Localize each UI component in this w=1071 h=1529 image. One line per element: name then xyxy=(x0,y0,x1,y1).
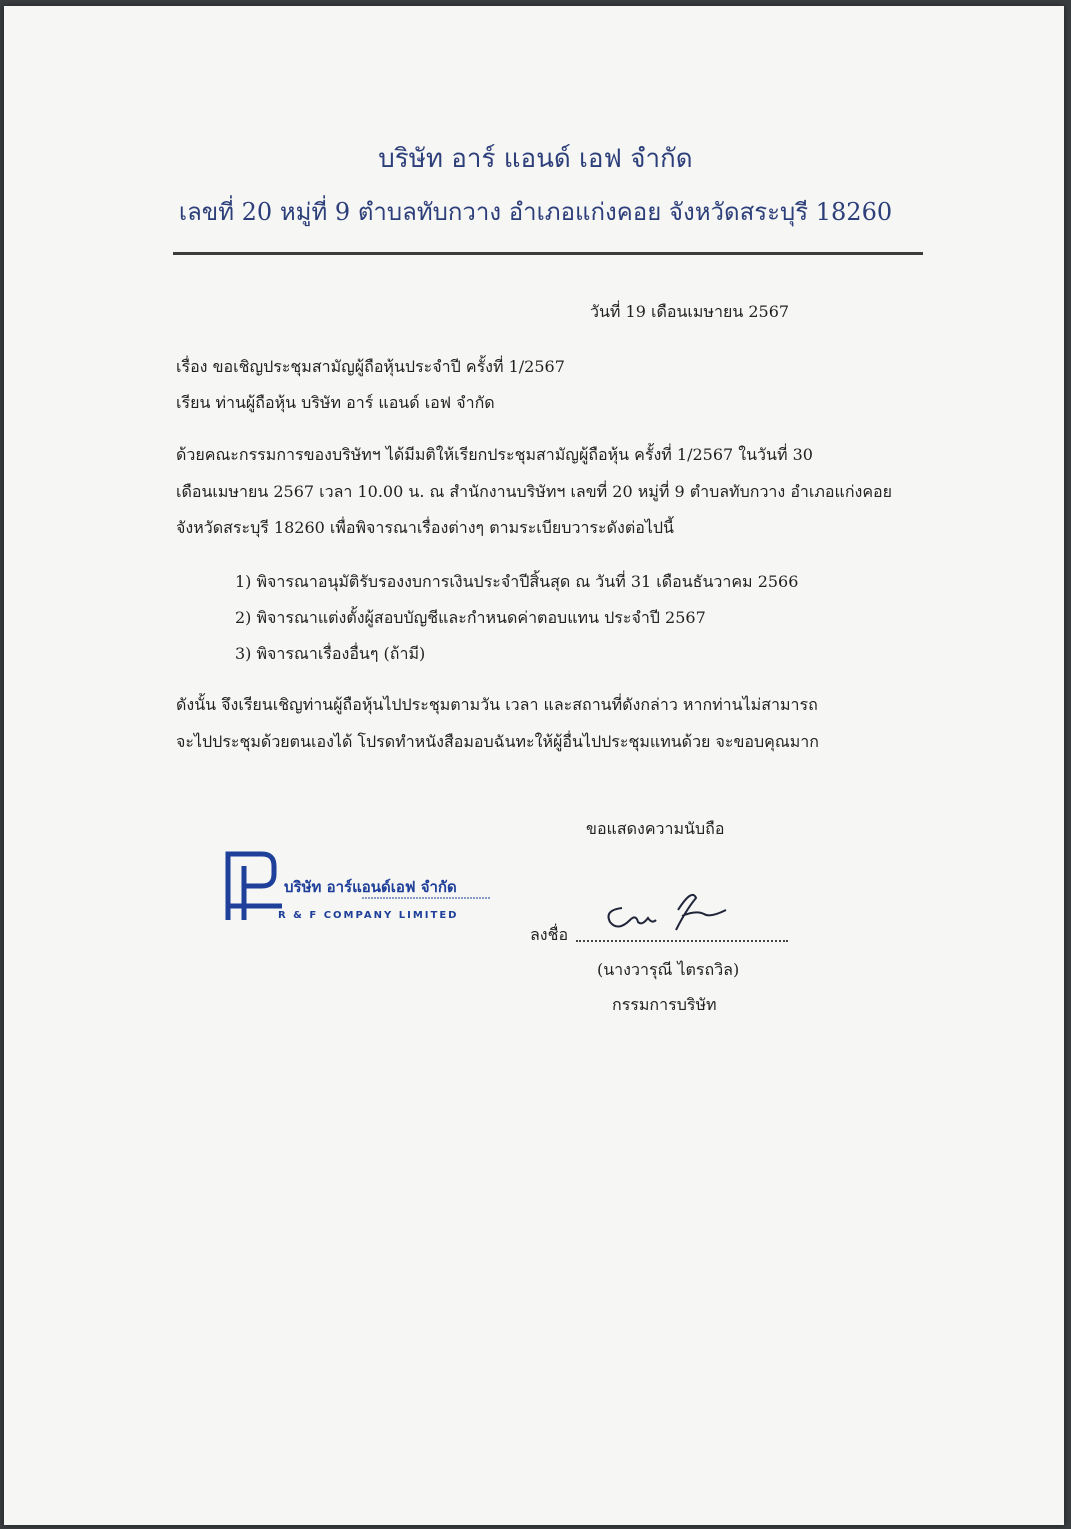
signer-name: (นางวารุณี ไตรถวิล) xyxy=(597,960,740,979)
agenda-item: 2) พิจารณาแต่งตั้งผู้สอบบัญชีและกำหนดค่าตอบแทน ประจำปี 2567 xyxy=(235,608,706,627)
letter-subject: เรื่อง ขอเชิญประชุมสามัญผู้ถือหุ้นประจำปี ครั้งที่ 1/2567 xyxy=(176,357,565,376)
body-line: เดือนเมษายน 2567 เวลา 10.00 น. ณ สำนักงานบริษัทฯ เลขที่ 20 หมู่ที่ 9 ตำบลทับกวาง อำเภอแก่งคอย xyxy=(176,482,893,501)
closing-phrase: ขอแสดงความนับถือ xyxy=(586,819,725,838)
agenda-item: 3) พิจารณาเรื่องอื่นๆ (ถ้ามี) xyxy=(235,644,426,663)
letter-date: วันที่ 19 เดือนเมษายน 2567 xyxy=(590,302,790,321)
letter-salutation: เรียน ท่านผู้ถือหุ้น บริษัท อาร์ แอนด์ เอฟ จำกัด xyxy=(176,393,495,412)
company-name: บริษัท อาร์ แอนด์ เอฟ จำกัด xyxy=(378,144,693,174)
handwritten-signature xyxy=(600,880,740,940)
company-stamp-logo xyxy=(222,848,512,926)
body-line: จังหวัดสระบุรี 18260 เพื่อพิจารณาเรื่องต่างๆ ตามระเบียบวาระดังต่อไปนี้ xyxy=(176,518,674,537)
sign-label: ลงชื่อ xyxy=(530,925,569,944)
conclusion-line: ดังนั้น จึงเรียนเชิญท่านผู้ถือหุ้นไปประชุมตามวัน เวลา และสถานที่ดังกล่าว หากท่านไม่สามารถ xyxy=(176,695,818,714)
conclusion-line: จะไปประชุมด้วยตนเองได้ โปรดทำหนังสือมอบฉันทะให้ผู้อื่นไปประชุมแทนด้วย จะขอบคุณมาก xyxy=(176,732,819,751)
body-line: ด้วยคณะกรรมการของบริษัทฯ ได้มีมติให้เรียกประชุมสามัญผู้ถือหุ้น ครั้งที่ 1/2567 ในวันที่ 30 xyxy=(176,445,813,464)
stamp-thai-name: บริษัท อาร์แอนด์เอฟ จำกัด xyxy=(284,878,457,896)
company-address: เลขที่ 20 หมู่ที่ 9 ตำบลทับกวาง อำเภอแก่งคอย จังหวัดสระบุรี 18260 xyxy=(178,198,893,226)
stamp-english-name: R & F COMPANY LIMITED xyxy=(278,910,459,921)
header-divider xyxy=(173,252,923,255)
letter-page xyxy=(4,6,1064,1525)
agenda-item: 1) พิจารณาอนุมัติรับรองงบการเงินประจำปีสิ้นสุด ณ วันที่ 31 เดือนธันวาคม 2566 xyxy=(235,572,799,591)
signer-position: กรรมการบริษัท xyxy=(612,995,717,1014)
signature-line xyxy=(576,940,788,942)
